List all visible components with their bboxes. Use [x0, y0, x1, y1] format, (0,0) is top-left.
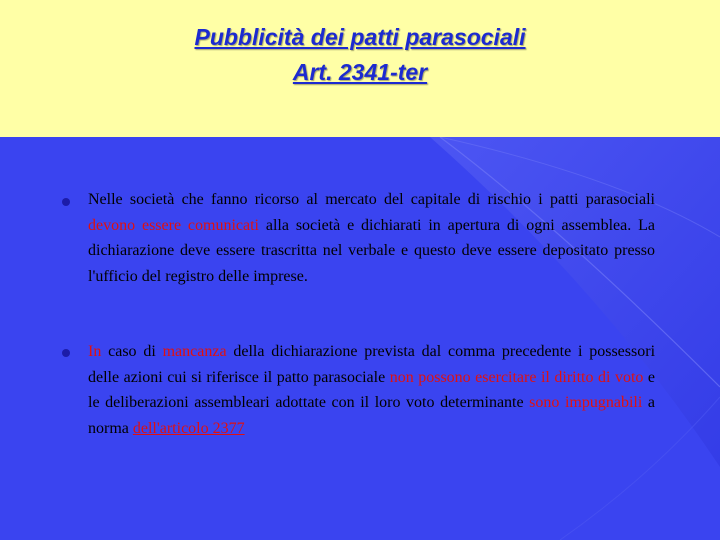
paragraph-text: della dichiarazione prevista dal comma precedente i possessori delle azioni cui si riferisce il patto parasociale [88, 343, 656, 386]
title-line-1: Pubblicità dei patti parasociali [194, 24, 526, 50]
title-line-2: Art. 2341-ter [292, 59, 428, 85]
highlighted-text: sono impugnabili [529, 394, 643, 411]
paragraph-text: e le deliberazioni assembleari adottate con il loro voto determinante [88, 368, 655, 411]
paragraph-text: a norma [88, 394, 655, 437]
bullet-dot-icon [62, 349, 70, 357]
bullet-dot-icon [62, 198, 70, 206]
slide-title [0, 20, 720, 90]
paragraph-text: Nelle società che fanno ricorso al mercato del capitale di rischio i patti parasociali [88, 191, 655, 208]
bullet-paragraph-1 [88, 187, 655, 289]
content-panel [0, 137, 720, 540]
paragraph-text: caso di [101, 343, 163, 360]
highlighted-text: devono essere comunicati [88, 216, 259, 234]
paragraph-text: alla società e dichiarati in apertura di ogni assemblea. La dichiarazione deve essere trascritta nel verbale e questo deve essere depositato presso l'ufficio del registro delle imprese. [88, 216, 655, 285]
highlighted-text: mancanza [162, 343, 227, 360]
highlighted-text: non possono esercitare il diritto di voto [389, 368, 644, 386]
title-area [0, 0, 720, 137]
highlighted-text: In [88, 343, 102, 360]
article-link[interactable]: dell'articolo 2377 [132, 419, 245, 437]
bullet-paragraph-2 [88, 339, 655, 441]
